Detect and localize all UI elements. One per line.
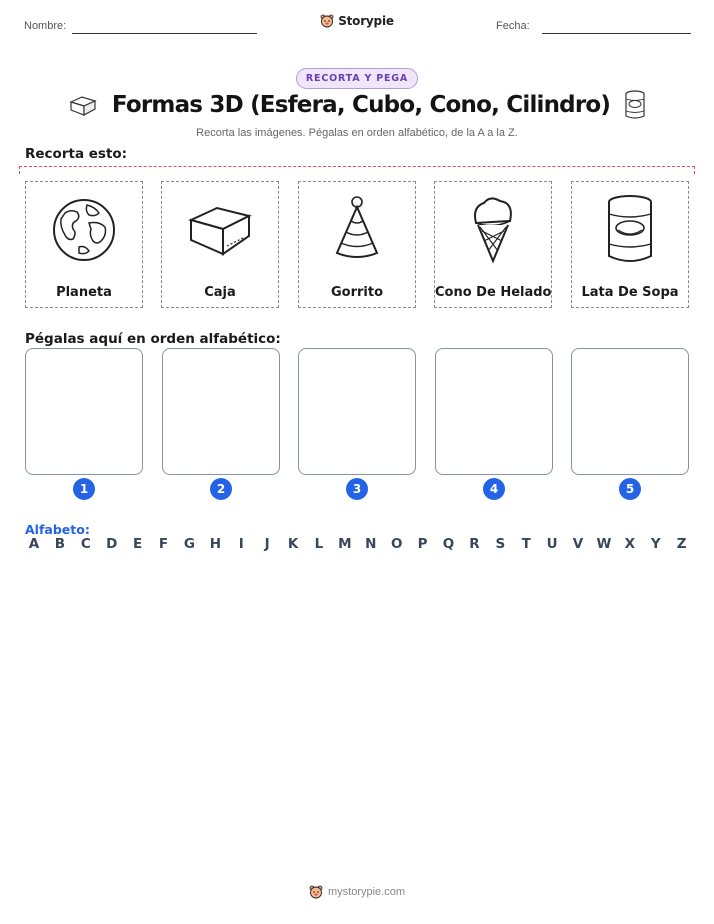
footer: [0, 885, 714, 899]
alphabet-letter: O: [390, 536, 403, 552]
order-number: 5: [619, 478, 641, 500]
brand-name: Storypie: [338, 14, 394, 28]
alphabet-letter: D: [106, 536, 118, 552]
alphabet-letter: S: [495, 536, 506, 552]
paste-box[interactable]: [162, 348, 280, 475]
name-label: Nombre:: [24, 20, 67, 32]
alphabet-letter: P: [417, 536, 428, 552]
paste-box[interactable]: [298, 348, 416, 475]
alphabet-letter: X: [624, 536, 636, 552]
cut-line: [19, 166, 695, 174]
soup-can-icon: [605, 194, 655, 266]
cut-section-label: Recorta esto:: [25, 146, 128, 162]
alphabet-letter: W: [596, 536, 612, 552]
cut-card-label: Caja: [204, 285, 236, 300]
ice-cream-cone-icon: [468, 195, 518, 265]
alphabet-letter: H: [209, 536, 221, 552]
box-icon: [187, 202, 253, 258]
footer-site: mystorypie.com: [327, 886, 406, 898]
alphabet-letter: I: [238, 536, 244, 552]
alphabet-letter: R: [469, 536, 480, 552]
alphabet-letter: C: [80, 536, 91, 552]
order-number: 4: [483, 478, 505, 500]
party-hat-icon: [329, 195, 385, 265]
storypie-mascot-icon: [320, 14, 334, 28]
order-number: 3: [346, 478, 368, 500]
brand-logo: [0, 13, 714, 32]
date-line: [542, 33, 691, 34]
alphabet-letter: E: [133, 536, 143, 552]
instructions: Recorta las imágenes. Pégalas en orden alfabético, de la A a la Z.: [196, 127, 518, 139]
alphabet-letter: G: [183, 536, 195, 552]
paste-section-label: Pégalas aquí en orden alfabético:: [25, 331, 281, 347]
order-number: 2: [210, 478, 232, 500]
cut-card-label: Lata De Sopa: [581, 285, 679, 300]
soup-can-icon: [624, 90, 646, 120]
paste-box[interactable]: [435, 348, 553, 475]
storypie-mascot-icon: [309, 885, 323, 899]
paste-box[interactable]: [25, 348, 143, 475]
activity-badge: RECORTA Y PEGA: [296, 68, 418, 89]
cut-card[interactable]: [161, 181, 279, 308]
alphabet-letter: F: [158, 536, 169, 552]
alphabet-letter: V: [572, 536, 584, 552]
alphabet-letter: Y: [650, 536, 661, 552]
order-number: 1: [73, 478, 95, 500]
planet-icon: [51, 197, 117, 263]
alphabet-row: [26, 536, 690, 552]
name-line: [72, 33, 257, 34]
title-row: [0, 90, 714, 120]
page-title: Formas 3D (Esfera, Cubo, Cono, Cilindro): [111, 92, 611, 118]
alphabet-letter: L: [314, 536, 324, 552]
date-label: Fecha:: [496, 20, 530, 32]
alphabet-letter: J: [264, 536, 270, 552]
cut-card[interactable]: [434, 181, 552, 308]
alphabet-letter: N: [365, 536, 377, 552]
alphabet-letter: Q: [442, 536, 455, 552]
alphabet-letter: M: [338, 536, 352, 552]
alphabet-letter: A: [28, 536, 40, 552]
cut-card[interactable]: [298, 181, 416, 308]
cut-card-label: Gorrito: [330, 285, 384, 300]
alphabet-letter: T: [521, 536, 531, 552]
alphabet-letter: Z: [676, 536, 687, 552]
cut-card-label: Cono De Helado: [435, 285, 552, 300]
cut-card[interactable]: [571, 181, 689, 308]
cut-card[interactable]: [25, 181, 143, 308]
alphabet-letter: B: [54, 536, 66, 552]
alphabet-letter: K: [287, 536, 299, 552]
alphabet-letter: U: [546, 536, 558, 552]
alphabet-label: Alfabeto:: [25, 522, 90, 537]
cut-card-label: Planeta: [56, 285, 112, 300]
paste-box[interactable]: [571, 348, 689, 475]
box-icon: [68, 93, 98, 117]
